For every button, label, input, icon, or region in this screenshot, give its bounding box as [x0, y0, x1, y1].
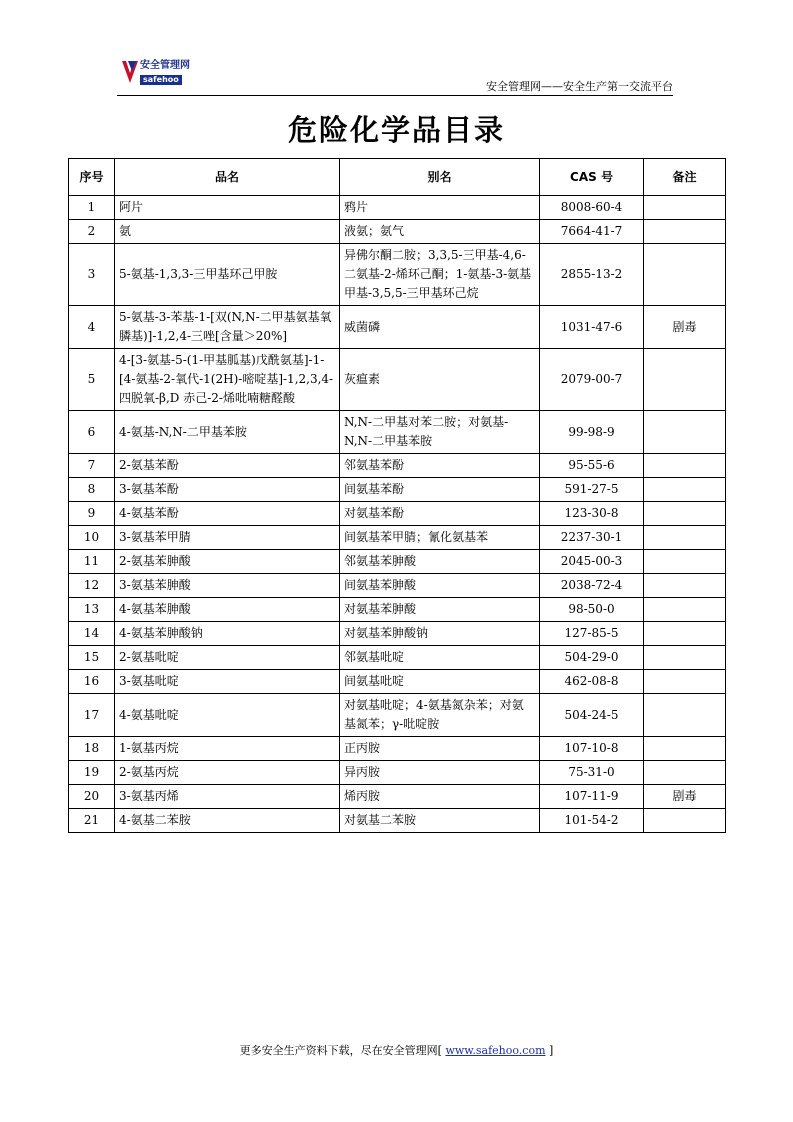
chemical-alias: 对氨基苯胂酸钠	[340, 622, 540, 646]
row-note	[644, 411, 726, 454]
chemical-name: 3-氨基苯胂酸	[115, 574, 340, 598]
table-row	[69, 646, 726, 670]
row-note	[644, 550, 726, 574]
row-note	[644, 646, 726, 670]
chemical-name: 4-氨基苯胂酸	[115, 598, 340, 622]
cas-number: 504-24-5	[540, 694, 644, 737]
chemical-name: 4-氨基二苯胺	[115, 809, 340, 833]
table-row	[69, 411, 726, 454]
row-number: 2	[69, 220, 115, 244]
cas-number: 99-98-9	[540, 411, 644, 454]
chemical-alias: 正丙胺	[340, 737, 540, 761]
chemical-name: 4-[3-氨基-5-(1-甲基胍基)戊酰氨基]-1-[4-氨基-2-氧代-1(2H)-嘧啶基]-1,2,3,4-四脱氧-β,D 赤己-2-烯吡喃糖醛酸	[115, 349, 340, 411]
cas-number: 107-11-9	[540, 785, 644, 809]
cas-number: 98-50-0	[540, 598, 644, 622]
table-row	[69, 306, 726, 349]
header-tagline: 安全管理网——安全生产第一交流平台	[486, 80, 673, 93]
row-number: 16	[69, 670, 115, 694]
table-row	[69, 526, 726, 550]
chemical-name: 5-氨基-1,3,3-三甲基环己甲胺	[115, 244, 340, 306]
row-note	[644, 526, 726, 550]
cas-number: 8008-60-4	[540, 196, 644, 220]
chemical-alias: 间氨基苯甲腈；氰化氨基苯	[340, 526, 540, 550]
row-number: 7	[69, 454, 115, 478]
cas-number: 2237-30-1	[540, 526, 644, 550]
table-row	[69, 598, 726, 622]
row-number: 21	[69, 809, 115, 833]
chemical-alias: 间氨基苯胂酸	[340, 574, 540, 598]
chemical-name: 氨	[115, 220, 340, 244]
chemical-name: 2-氨基苯酚	[115, 454, 340, 478]
table-row	[69, 574, 726, 598]
chemical-alias: 异佛尔酮二胺；3,3,5-三甲基-4,6-二氨基-2-烯环己酮；1-氨基-3-氨基甲基-3,5,5-三甲基环己烷	[340, 244, 540, 306]
cas-number: 123-30-8	[540, 502, 644, 526]
row-number: 4	[69, 306, 115, 349]
table-row	[69, 478, 726, 502]
cas-number: 95-55-6	[540, 454, 644, 478]
table-row	[69, 694, 726, 737]
row-number: 20	[69, 785, 115, 809]
row-number: 13	[69, 598, 115, 622]
row-note	[644, 809, 726, 833]
row-number: 9	[69, 502, 115, 526]
row-note	[644, 761, 726, 785]
chemical-alias: 威菌磷	[340, 306, 540, 349]
page-title: 危险化学品目录	[287, 113, 505, 147]
table-row	[69, 502, 726, 526]
row-note	[644, 622, 726, 646]
row-number: 15	[69, 646, 115, 670]
row-note	[644, 478, 726, 502]
chemical-name: 3-氨基苯甲腈	[115, 526, 340, 550]
cas-number: 2855-13-2	[540, 244, 644, 306]
row-note	[644, 454, 726, 478]
chemical-alias: N,N-二甲基对苯二胺；对氨基-N,N-二甲基苯胺	[340, 411, 540, 454]
column-header-alias: 别名	[340, 159, 540, 196]
chemical-name: 4-氨基-N,N-二甲基苯胺	[115, 411, 340, 454]
chemical-alias: 对氨基吡啶；4-氨基氮杂苯；对氨基氮苯；γ-吡啶胺	[340, 694, 540, 737]
chemical-alias: 灰瘟素	[340, 349, 540, 411]
row-number: 1	[69, 196, 115, 220]
table-row	[69, 196, 726, 220]
chemical-alias: 邻氨基苯胂酸	[340, 550, 540, 574]
chemical-alias: 鸦片	[340, 196, 540, 220]
chemical-name: 3-氨基吡啶	[115, 670, 340, 694]
row-note	[644, 670, 726, 694]
cas-number: 101-54-2	[540, 809, 644, 833]
table-row	[69, 622, 726, 646]
cas-number: 2079-00-7	[540, 349, 644, 411]
chemical-alias: 对氨基二苯胺	[340, 809, 540, 833]
chemical-alias: 对氨基苯酚	[340, 502, 540, 526]
table-row	[69, 809, 726, 833]
table-row	[69, 349, 726, 411]
column-header-note: 备注	[644, 159, 726, 196]
table-row	[69, 670, 726, 694]
footer-text-end: ]	[549, 1044, 554, 1057]
chemical-alias: 异丙胺	[340, 761, 540, 785]
chemical-name: 阿片	[115, 196, 340, 220]
chemical-name: 2-氨基吡啶	[115, 646, 340, 670]
column-header-number: 序号	[69, 159, 115, 196]
cas-number: 591-27-5	[540, 478, 644, 502]
row-number: 14	[69, 622, 115, 646]
row-number: 12	[69, 574, 115, 598]
row-note	[644, 598, 726, 622]
row-note	[644, 220, 726, 244]
row-note	[644, 737, 726, 761]
table-row	[69, 244, 726, 306]
chemical-name: 3-氨基苯酚	[115, 478, 340, 502]
page-header	[0, 0, 793, 100]
row-number: 8	[69, 478, 115, 502]
chemical-name: 4-氨基苯酚	[115, 502, 340, 526]
chemical-alias: 邻氨基苯酚	[340, 454, 540, 478]
row-note	[644, 574, 726, 598]
chemical-name: 1-氨基丙烷	[115, 737, 340, 761]
cas-number: 127-85-5	[540, 622, 644, 646]
row-number: 17	[69, 694, 115, 737]
chemical-name: 2-氨基苯胂酸	[115, 550, 340, 574]
cas-number: 2038-72-4	[540, 574, 644, 598]
row-number: 18	[69, 737, 115, 761]
cas-number: 107-10-8	[540, 737, 644, 761]
row-number: 6	[69, 411, 115, 454]
cas-number: 75-31-0	[540, 761, 644, 785]
row-note	[644, 196, 726, 220]
row-number: 5	[69, 349, 115, 411]
chemical-name: 4-氨基苯胂酸钠	[115, 622, 340, 646]
table-row	[69, 454, 726, 478]
chemical-alias: 烯丙胺	[340, 785, 540, 809]
row-number: 3	[69, 244, 115, 306]
table-body	[69, 196, 726, 833]
row-note	[644, 694, 726, 737]
chemical-alias: 对氨基苯胂酸	[340, 598, 540, 622]
cas-number: 7664-41-7	[540, 220, 644, 244]
page-footer	[0, 1042, 793, 1058]
chemical-alias: 间氨基苯酚	[340, 478, 540, 502]
row-note: 剧毒	[644, 785, 726, 809]
row-note	[644, 502, 726, 526]
chemical-name: 3-氨基丙烯	[115, 785, 340, 809]
table-row	[69, 785, 726, 809]
chemical-name: 4-氨基吡啶	[115, 694, 340, 737]
chemical-name: 2-氨基丙烷	[115, 761, 340, 785]
row-note	[644, 244, 726, 306]
footer-text: 更多安全生产资料下载，尽在安全管理网[	[239, 1044, 442, 1057]
chemical-alias: 间氨基吡啶	[340, 670, 540, 694]
row-note: 剧毒	[644, 306, 726, 349]
header-divider	[117, 95, 673, 96]
table-row	[69, 550, 726, 574]
cas-number: 462-08-8	[540, 670, 644, 694]
table-row	[69, 737, 726, 761]
column-header-cas: CAS 号	[540, 159, 644, 196]
column-header-name: 品名	[115, 159, 340, 196]
cas-number: 1031-47-6	[540, 306, 644, 349]
logo-sub-text: safehoo	[140, 75, 182, 85]
row-number: 10	[69, 526, 115, 550]
logo-main-text: 安全管理网	[140, 60, 190, 71]
row-number: 19	[69, 761, 115, 785]
cas-number: 504-29-0	[540, 646, 644, 670]
row-number: 11	[69, 550, 115, 574]
row-note	[644, 349, 726, 411]
chemical-alias: 液氨；氨气	[340, 220, 540, 244]
table-header-row	[69, 159, 726, 196]
footer-link[interactable]: www.safehoo.com	[445, 1044, 546, 1057]
cas-number: 2045-00-3	[540, 550, 644, 574]
chemical-alias: 邻氨基吡啶	[340, 646, 540, 670]
chemicals-table	[68, 158, 726, 833]
chemical-name: 5-氨基-3-苯基-1-[双(N,N-二甲基氨基氧膦基)]-1,2,4-三唑[含量＞20%]	[115, 306, 340, 349]
table-row	[69, 220, 726, 244]
table-row	[69, 761, 726, 785]
